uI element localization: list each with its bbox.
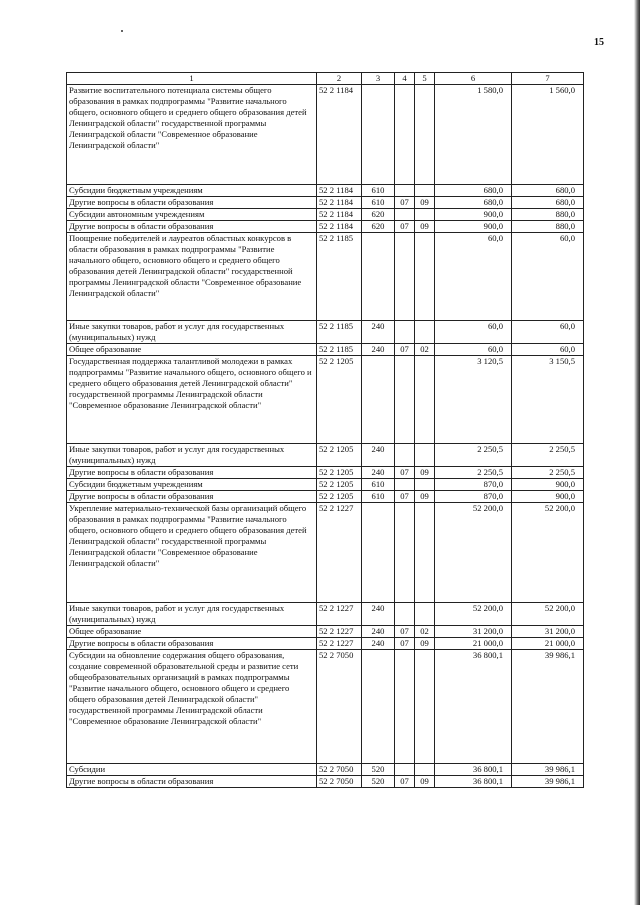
row-name: Субсидии бюджетным учреждениям [67,479,317,491]
table-row [67,626,584,638]
row-amount-year-2: 900,0 [512,491,584,503]
row-section: 07 [395,344,415,356]
table-row [67,503,584,603]
row-expense-type [362,356,395,444]
row-expense-type: 610 [362,479,395,491]
row-section: 07 [395,197,415,209]
row-target-code: 52 2 1205 [317,444,362,467]
row-subsection: 09 [415,638,435,650]
column-header: 7 [512,73,584,85]
row-target-code: 52 2 1227 [317,638,362,650]
row-subsection [415,185,435,197]
row-target-code: 52 2 1184 [317,221,362,233]
scan-speck [121,30,123,32]
row-amount-year-1: 900,0 [435,221,512,233]
row-expense-type [362,650,395,764]
row-target-code: 52 2 7050 [317,650,362,764]
row-name: Другие вопросы в области образования [67,197,317,209]
row-amount-year-2: 39 986,1 [512,764,584,776]
row-amount-year-1: 680,0 [435,185,512,197]
row-subsection [415,503,435,603]
row-expense-type: 610 [362,197,395,209]
row-subsection [415,85,435,185]
row-amount-year-1: 3 120,5 [435,356,512,444]
row-expense-type [362,503,395,603]
row-amount-year-1: 680,0 [435,197,512,209]
row-target-code: 52 2 1184 [317,197,362,209]
row-amount-year-2: 21 000,0 [512,638,584,650]
row-section [395,764,415,776]
row-section [395,209,415,221]
table-row [67,209,584,221]
table-row [67,356,584,444]
row-target-code: 52 2 1227 [317,626,362,638]
table-row [67,197,584,209]
row-expense-type: 610 [362,491,395,503]
row-subsection [415,650,435,764]
row-section: 07 [395,626,415,638]
row-expense-type: 240 [362,603,395,626]
row-amount-year-2: 2 250,5 [512,444,584,467]
row-subsection [415,209,435,221]
table-row [67,650,584,764]
row-amount-year-2: 3 150,5 [512,356,584,444]
table-row [67,344,584,356]
table-row [67,85,584,185]
row-name: Субсидии бюджетным учреждениям [67,185,317,197]
row-section: 07 [395,638,415,650]
row-subsection [415,233,435,321]
row-amount-year-1: 2 250,5 [435,467,512,479]
column-header: 6 [435,73,512,85]
table-row [67,321,584,344]
row-name: Иные закупки товаров, работ и услуг для государственных (муниципальных) нужд [67,321,317,344]
table-row [67,233,584,321]
row-amount-year-1: 60,0 [435,344,512,356]
row-section [395,603,415,626]
row-section [395,444,415,467]
row-amount-year-2: 60,0 [512,344,584,356]
row-amount-year-2: 680,0 [512,185,584,197]
page-number: 15 [594,37,604,48]
row-name: Другие вопросы в области образования [67,638,317,650]
row-amount-year-1: 36 800,1 [435,776,512,788]
row-amount-year-2: 60,0 [512,321,584,344]
column-header: 3 [362,73,395,85]
row-name: Общее образование [67,344,317,356]
row-subsection: 02 [415,344,435,356]
row-amount-year-1: 36 800,1 [435,650,512,764]
table-row [67,491,584,503]
row-name: Развитие воспитательного потенциала системы общего образования в рамках подпрограммы "Развитие начального общего, основного общего и среднего общего образования детей Ленинградской области" государственной программы Ленинградской области "Современное образование Ленинградской области" [67,85,317,185]
row-target-code: 52 2 1227 [317,503,362,603]
row-subsection [415,764,435,776]
row-name: Другие вопросы в области образования [67,491,317,503]
row-expense-type: 620 [362,209,395,221]
column-header: 1 [67,73,317,85]
table-row [67,467,584,479]
budget-table [66,72,584,788]
row-subsection: 09 [415,491,435,503]
row-amount-year-1: 52 200,0 [435,503,512,603]
row-target-code: 52 2 1185 [317,233,362,321]
row-target-code: 52 2 7050 [317,776,362,788]
row-amount-year-1: 870,0 [435,491,512,503]
row-amount-year-1: 21 000,0 [435,638,512,650]
row-amount-year-1: 31 200,0 [435,626,512,638]
row-target-code: 52 2 1205 [317,467,362,479]
row-target-code: 52 2 1184 [317,85,362,185]
table-row [67,185,584,197]
row-subsection: 02 [415,626,435,638]
row-target-code: 52 2 1185 [317,344,362,356]
row-amount-year-1: 900,0 [435,209,512,221]
table-body [67,85,584,788]
row-name: Иные закупки товаров, работ и услуг для государственных (муниципальных) нужд [67,444,317,467]
row-target-code: 52 2 7050 [317,764,362,776]
row-subsection [415,444,435,467]
row-amount-year-2: 1 560,0 [512,85,584,185]
row-amount-year-1: 60,0 [435,233,512,321]
row-section: 07 [395,776,415,788]
row-name: Общее образование [67,626,317,638]
row-expense-type: 240 [362,467,395,479]
row-expense-type [362,85,395,185]
row-amount-year-2: 900,0 [512,479,584,491]
table-row [67,776,584,788]
row-amount-year-2: 39 986,1 [512,650,584,764]
table-row [67,603,584,626]
row-section [395,356,415,444]
row-subsection [415,603,435,626]
row-subsection: 09 [415,467,435,479]
row-amount-year-1: 36 800,1 [435,764,512,776]
table-row [67,444,584,467]
row-name: Субсидии автономным учреждениям [67,209,317,221]
row-section [395,185,415,197]
row-section: 07 [395,221,415,233]
row-target-code: 52 2 1205 [317,356,362,444]
row-amount-year-1: 2 250,5 [435,444,512,467]
row-subsection [415,356,435,444]
row-name: Другие вопросы в области образования [67,776,317,788]
row-name: Другие вопросы в области образования [67,221,317,233]
row-expense-type: 520 [362,776,395,788]
row-target-code: 52 2 1205 [317,479,362,491]
row-subsection: 09 [415,197,435,209]
row-target-code: 52 2 1184 [317,209,362,221]
scan-edge-shadow [634,0,640,905]
row-amount-year-1: 60,0 [435,321,512,344]
row-name: Субсидии на обновление содержания общего образования, создание современной образовательной среды и развитие сети общеобразовательных организаций в рамках подпрограммы "Развитие начального общего, основного общего и среднего общего образования детей Ленинградской области" государственной программы Ленинградской области "Современное образование Ленинградской области" [67,650,317,764]
row-section [395,650,415,764]
header-row [67,73,584,85]
row-amount-year-2: 2 250,5 [512,467,584,479]
row-amount-year-1: 52 200,0 [435,603,512,626]
row-section [395,479,415,491]
row-amount-year-2: 39 986,1 [512,776,584,788]
row-expense-type: 520 [362,764,395,776]
row-amount-year-1: 1 580,0 [435,85,512,185]
column-header: 5 [415,73,435,85]
table-row [67,479,584,491]
row-section: 07 [395,467,415,479]
row-amount-year-2: 52 200,0 [512,503,584,603]
row-amount-year-2: 880,0 [512,209,584,221]
row-expense-type: 240 [362,626,395,638]
row-expense-type: 240 [362,444,395,467]
row-target-code: 52 2 1184 [317,185,362,197]
table-row [67,221,584,233]
row-name: Другие вопросы в области образования [67,467,317,479]
row-target-code: 52 2 1185 [317,321,362,344]
row-section [395,85,415,185]
row-amount-year-2: 52 200,0 [512,603,584,626]
column-header: 4 [395,73,415,85]
row-expense-type: 620 [362,221,395,233]
row-section [395,233,415,321]
table-row [67,638,584,650]
row-expense-type: 240 [362,344,395,356]
row-subsection: 09 [415,776,435,788]
row-expense-type: 610 [362,185,395,197]
row-section [395,503,415,603]
row-amount-year-2: 60,0 [512,233,584,321]
row-subsection: 09 [415,221,435,233]
row-expense-type: 240 [362,638,395,650]
row-name: Поощрение победителей и лауреатов областных конкурсов в области образования в рамках подпрограммы "Развитие начального общего, основного общего и среднего общего образования детей Ленинградской области" государственной программы Ленинградской области "Современное образование Ленинградской области" [67,233,317,321]
row-expense-type: 240 [362,321,395,344]
row-name: Укрепление материально-технической базы организаций общего образования в рамках подпрограммы "Развитие начального общего, основного общего и среднего общего образования детей Ленинградской области" государственной программы Ленинградской области "Современное образование Ленинградской области" [67,503,317,603]
row-target-code: 52 2 1227 [317,603,362,626]
row-amount-year-2: 680,0 [512,197,584,209]
row-amount-year-2: 31 200,0 [512,626,584,638]
row-name: Государственная поддержка талантливой молодежи в рамках подпрограммы "Развитие начального общего, основного общего и среднего общего образования детей Ленинградской области" государственной программы Ленинградской области "Современное образование Ленинградской области" [67,356,317,444]
row-subsection [415,321,435,344]
row-section: 07 [395,491,415,503]
row-name: Субсидии [67,764,317,776]
row-amount-year-1: 870,0 [435,479,512,491]
row-amount-year-2: 880,0 [512,221,584,233]
column-header: 2 [317,73,362,85]
row-section [395,321,415,344]
row-target-code: 52 2 1205 [317,491,362,503]
row-name: Иные закупки товаров, работ и услуг для государственных (муниципальных) нужд [67,603,317,626]
row-subsection [415,479,435,491]
row-expense-type [362,233,395,321]
table-row [67,764,584,776]
